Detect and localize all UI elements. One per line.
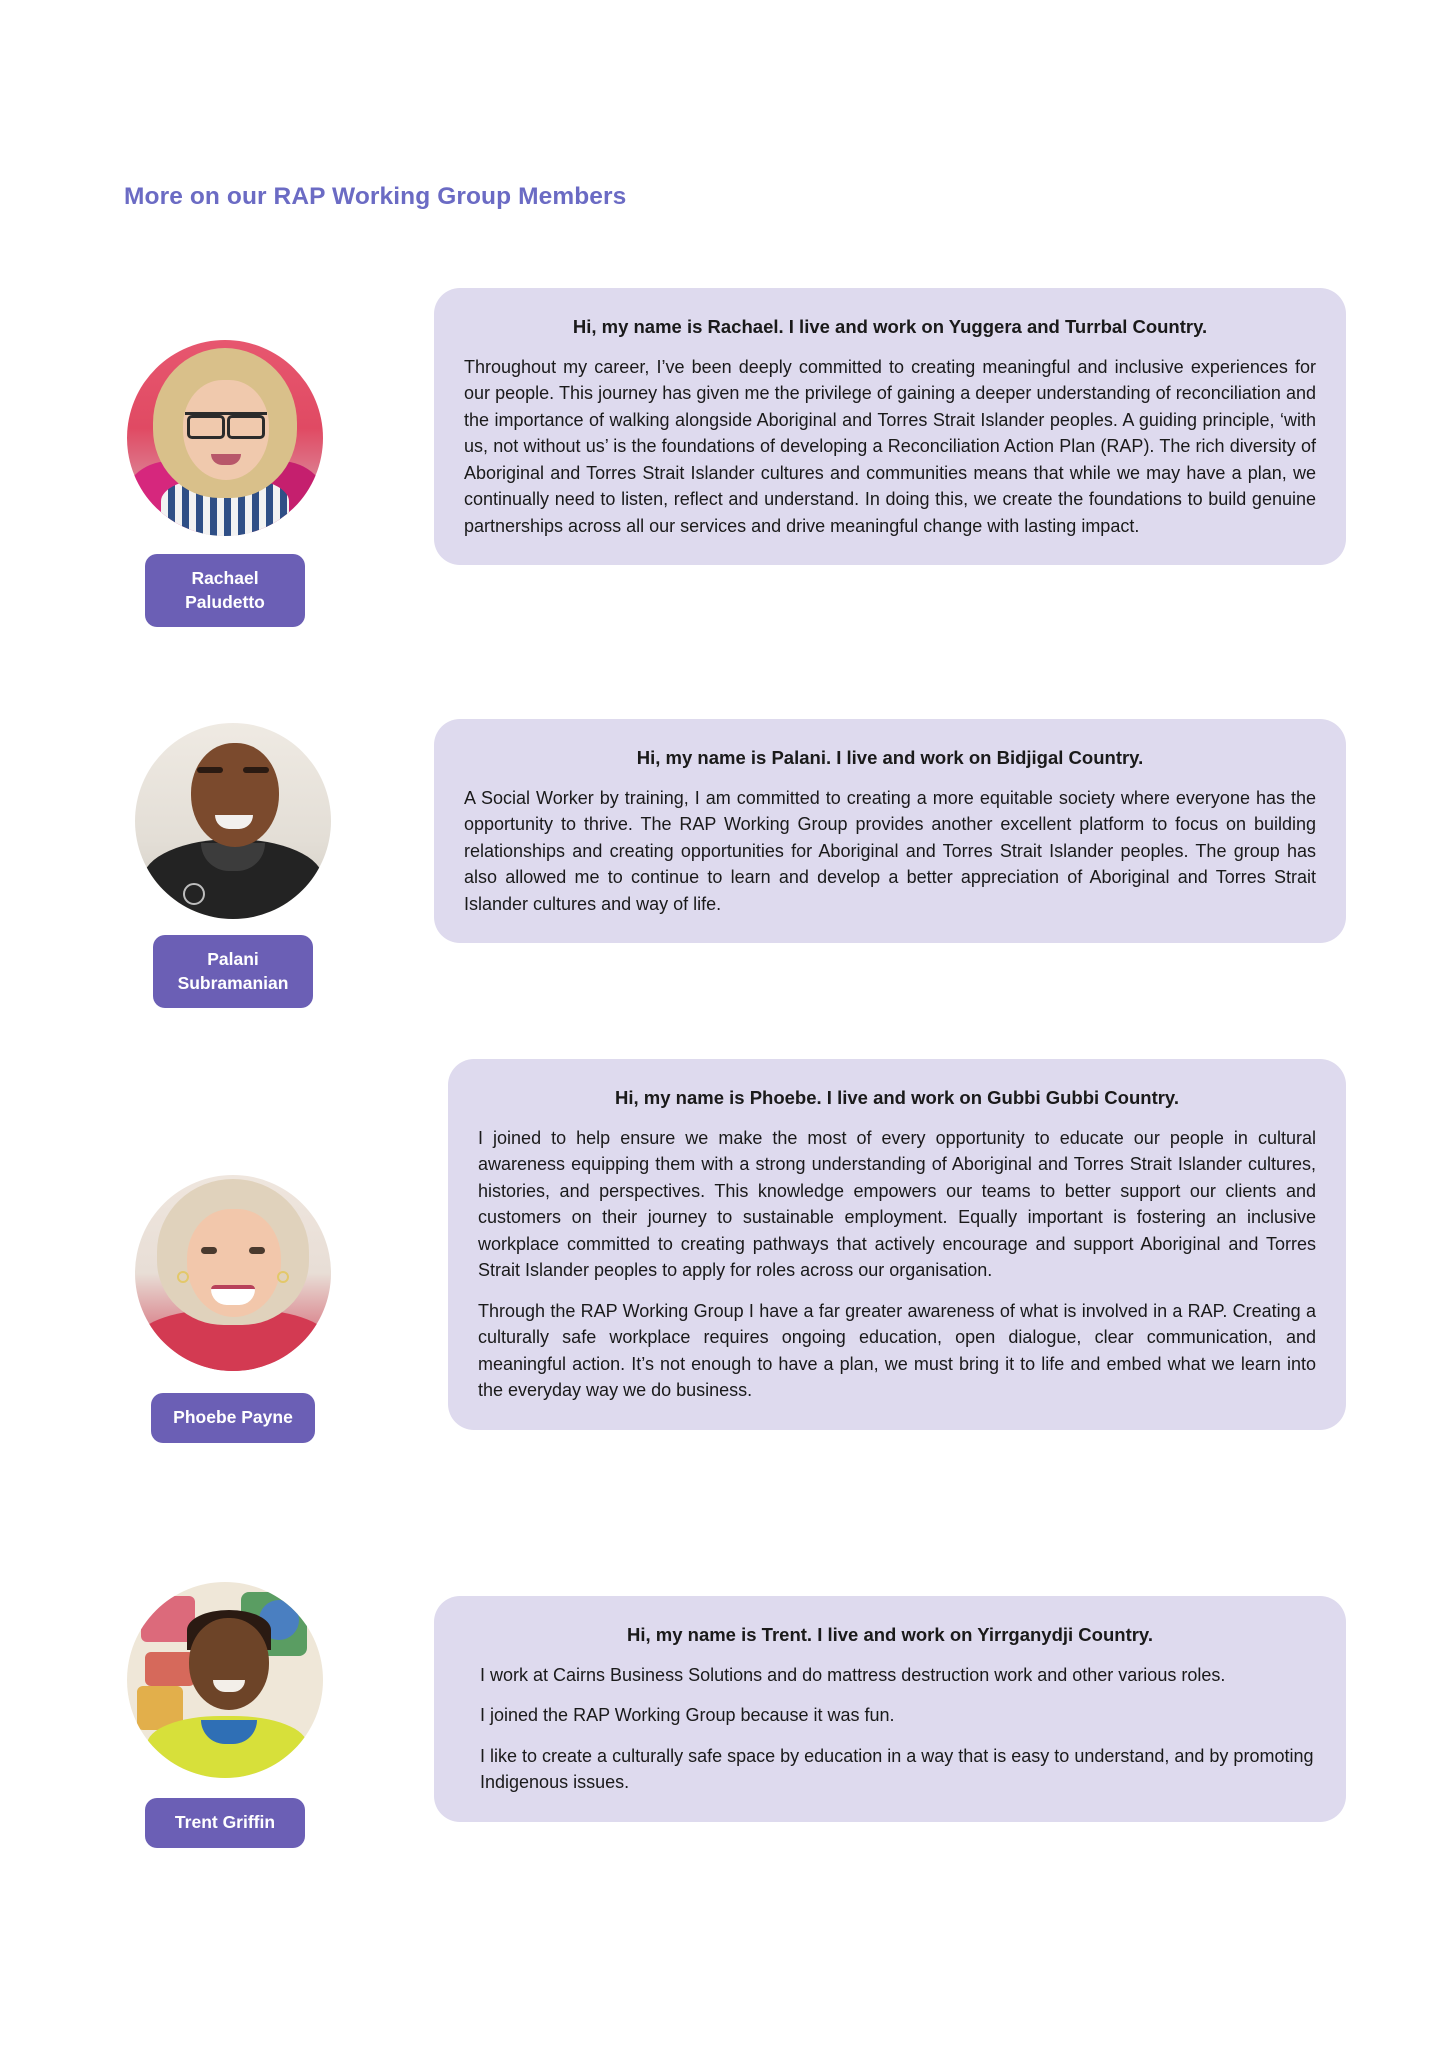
member-name-chip [145,1798,305,1848]
member-greeting: Hi, my name is Rachael. I live and work on Yuggera and Turrbal Country. [572,316,1208,337]
member-bio-bubble [434,1596,1346,1822]
member-bio-bubble [434,719,1346,943]
member-photo-column [118,723,348,1008]
avatar [127,340,323,536]
member-name-line1: Palani [207,949,259,969]
member-photo-column [110,1582,340,1848]
member-paragraph: I like to create a culturally safe space by education in a way that is easy to understand, and by promoting Indigenous issues. [480,1745,1314,1793]
member-name-chip [145,554,305,627]
member-name-line2: Subramanian [177,972,289,993]
member-photo-column [110,340,340,627]
avatar [135,723,331,919]
page-title: More on our RAP Working Group Members [124,183,627,210]
member-photo-column [118,1175,348,1443]
member-greeting: Hi, my name is Palani. I live and work on Bidjigal Country. [636,747,1144,768]
member-name-line2: Paludetto [185,591,265,612]
member-paragraph: Throughout my career, I’ve been deeply committed to creating meaningful and inclusive experiences for our people. This journey has given me the privilege of gaining a deeper understanding of reconciliation and the importance of walking alongside Aboriginal and Torres Strait Islander peoples. A guiding principle, ‘with us, not without us’ is the foundations of developing a Reconciliation Action Plan (RAP). The rich diversity of Aboriginal and Torres Strait Islander cultures and communities means that while we may have a plan, we continually need to listen, reflect and understand. In doing this, we create the foundations to build genuine partnerships across all our services and drive meaningful change with lasting impact. [464,357,1316,536]
member-paragraph: I work at Cairns Business Solutions and do mattress destruction work and other various roles. [480,1665,1226,1685]
member-name-line1: Phoebe Payne [173,1407,293,1427]
avatar [135,1175,331,1371]
member-paragraph: I joined the RAP Working Group because it was fun. [480,1705,895,1726]
member-bio-bubble [434,288,1346,565]
member-name-line1: Rachael [191,568,259,588]
member-name-line1: Trent Griffin [174,1812,276,1832]
member-greeting: Hi, my name is Phoebe. I live and work on Gubbi Gubbi Country. [615,1087,1179,1108]
member-name-chip [151,1393,315,1443]
member-paragraph: I joined to help ensure we make the most of every opportunity to educate our people in cultural awareness equipping them with a strong understanding of Aboriginal and Torres Strait Islander cultures, histories, and perspectives. This knowledge empowers our teams to better support our clients and customers on their journey to sustainable employment. Equally important is fostering an inclusive workplace committed to creating pathways that actively encourage and support Aboriginal and Torres Strait Islander peoples to apply for roles across our organisation. [478,1128,1316,1281]
member-name-chip [153,935,313,1008]
avatar [127,1582,323,1778]
member-greeting: Hi, my name is Trent. I live and work on Yirrganydji Country. [626,1624,1153,1645]
member-bio-bubble [448,1059,1346,1430]
member-paragraph: Through the RAP Working Group I have a far greater awareness of what is involved in a RAP. Creating a culturally safe workplace requires ongoing education, open dialogue, clear communication, and meaningful action. It’s not enough to have a plan, we must bring it to life and embed what we learn into the everyday way we do business. [478,1300,1316,1401]
member-paragraph: A Social Worker by training, I am committed to creating a more equitable society where everyone has the opportunity to thrive. The RAP Working Group provides another excellent platform to focus on building relationships and creating opportunities for Aboriginal and Torres Strait Islander peoples. The group has also allowed me to continue to learn and develop a better appreciation of Aboriginal and Torres Strait Islander cultures and way of life. [464,788,1316,914]
